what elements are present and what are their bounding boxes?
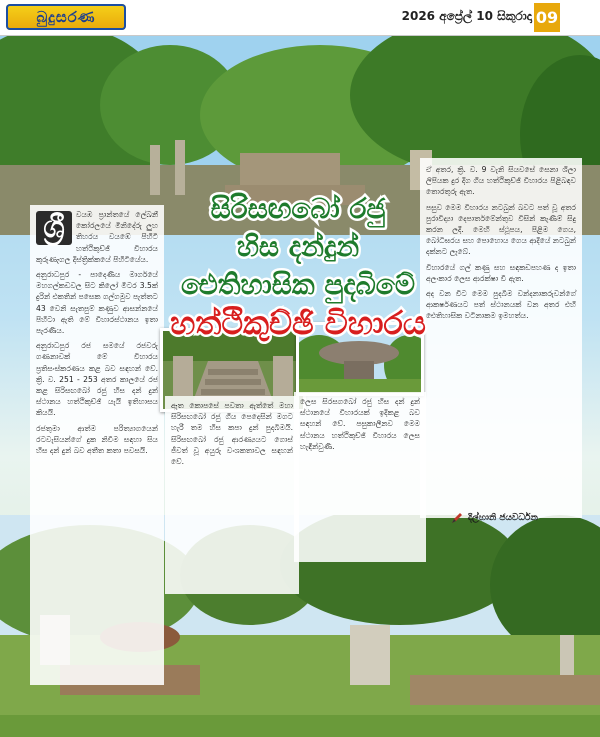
left-paragraph: රජතුමා ආත්ම පරිත්‍යාගයෙන් රටවැසියන්ගේ දුක නිවීම සඳහා සිය හිස දන් දුන් බව අතීත කතා පවසයි. xyxy=(36,423,158,456)
left-paragraph: අනුරාධපුර රජ සමයේ රජවරු ගණනාවක් මේ විහාරය ප්‍රතිසංස්කරණය කළ බව සඳහන් වේ. ක්‍රි. ව. 251 - 253 අතර කාලයේ රජ කළ සිරිසඟබෝ රජු හිස දන් දුන් ස්ථානය හත්ථිකුච්ඡි යැයි ඉතිහාසය කියයි. xyxy=(36,341,158,418)
headline-line-4: හත්ථිකුච්ඡි විහාරය xyxy=(170,304,426,342)
newspaper-logo xyxy=(6,4,126,30)
right-paragraph: විහාරයේ ගල් කණු සහ සඳකඩපහණ ද ඉතා අලංකාර ලෙස ආරක්ෂා වී ඇත. xyxy=(426,262,576,283)
middle-paragraph: ඈත කොපසේ පවතා ඇත්තේ මහා සිරිසඟබෝ රජු ගිය පෙදෙසින් මගට හැරී තම හිස කපා දුන් පුදබිමයි. සිරිසඟබෝ රජු ආරණ්‍යයට ගොස් ජීවත් වූ අයුරු වංශකතාවල සඳහන් වේ. xyxy=(171,401,293,467)
page-header xyxy=(0,0,600,36)
left-paragraph: අනුරාධපුර - පාදෙණිය මාර්ගයේ මහගල්කඩවල සිට කිලෝ මීටර 3.5ක් දුරින් එකතින් පසෙක ගල්ගමුව පැත්තට 43 වෙනි සැතපුම් කණුව ආසන්නයේ පිහිටා ඇති මේ විහාරස්ථානය ඉතා පැරණිය. xyxy=(36,270,158,336)
right-paragraph: ඒ අතර, ක්‍රි. ව. 9 වැනි සියවසේ සෙනා ශිලා ලිපියක දුර දිග ගිය හත්ථිකුච්ඡි විහාරය පිළිබඳව තොරතුරු ඇත. xyxy=(426,165,576,197)
drop-cap: ශ්‍රී xyxy=(36,211,72,245)
right-paragraph: අද වන විට මෙම පුදබිම වන්දනාකරුවන්ගේ ආකර්ෂණයට පත් ස්ථානයක් වන අතර එහි ඓතිහාසික වටිනාකම ඉමහත්ය. xyxy=(426,289,576,321)
author-name: දිල්හානි ජයවර්ධන xyxy=(468,513,538,523)
logo-text: බුදුසරණ xyxy=(36,8,96,26)
headline-line-3: ඓතිහාසික පුදබිමේ xyxy=(180,268,415,301)
article-headline xyxy=(150,190,446,342)
page-number: 09 xyxy=(534,3,560,32)
left-paragraph: වයඹ ප්‍රාන්තයේ ලේඛනී කෝරලයේ මිනිදේරු ලුහ තිහරය වයඹේ පිහිටි හත්ථිකුච්ඡි විහාරය කුරුණෑගල දිස්ත්‍රික්කයේ පිහිටියේය. xyxy=(36,210,158,264)
middle-article-column-2 xyxy=(294,392,426,562)
middle-article-column-1 xyxy=(165,396,299,594)
headline-line-1: සිරිසඟබෝ රජු xyxy=(210,192,386,225)
author-byline xyxy=(450,508,590,528)
headline-line-2: හිස දන්දුන් xyxy=(236,230,360,263)
left-article-column xyxy=(30,205,164,685)
right-paragraph: පසුව මෙම විහාරය නටබුන් බවට පත් වූ අතර පුරාවිද්‍යා දෙපාර්තමේන්තුව විසින් කැණීම් සිදු කරන ලදී. මෙහි ස්ථූපය, පිළිම ගෙය, බෝධිඝරය සහ පොහොය ගෙය ආදියේ නටබුන් දක්නට ලැබේ. xyxy=(426,202,576,257)
publication-date: 2026 අප්‍රේල් 10 සිකුරාදා xyxy=(401,9,532,23)
pen-icon xyxy=(450,511,464,525)
middle-paragraph: ලෙස සිරසගබෝ රජු හිස දන් දුන් ස්ථානයේ විහාරයක් ඉදිකළ බව සඳහන් වේ. පසුකාලීනව මෙම ස්ථානය හත්ථිකුච්ඡි විහාරය ලෙස හැඳින්වුණි. xyxy=(300,397,420,451)
